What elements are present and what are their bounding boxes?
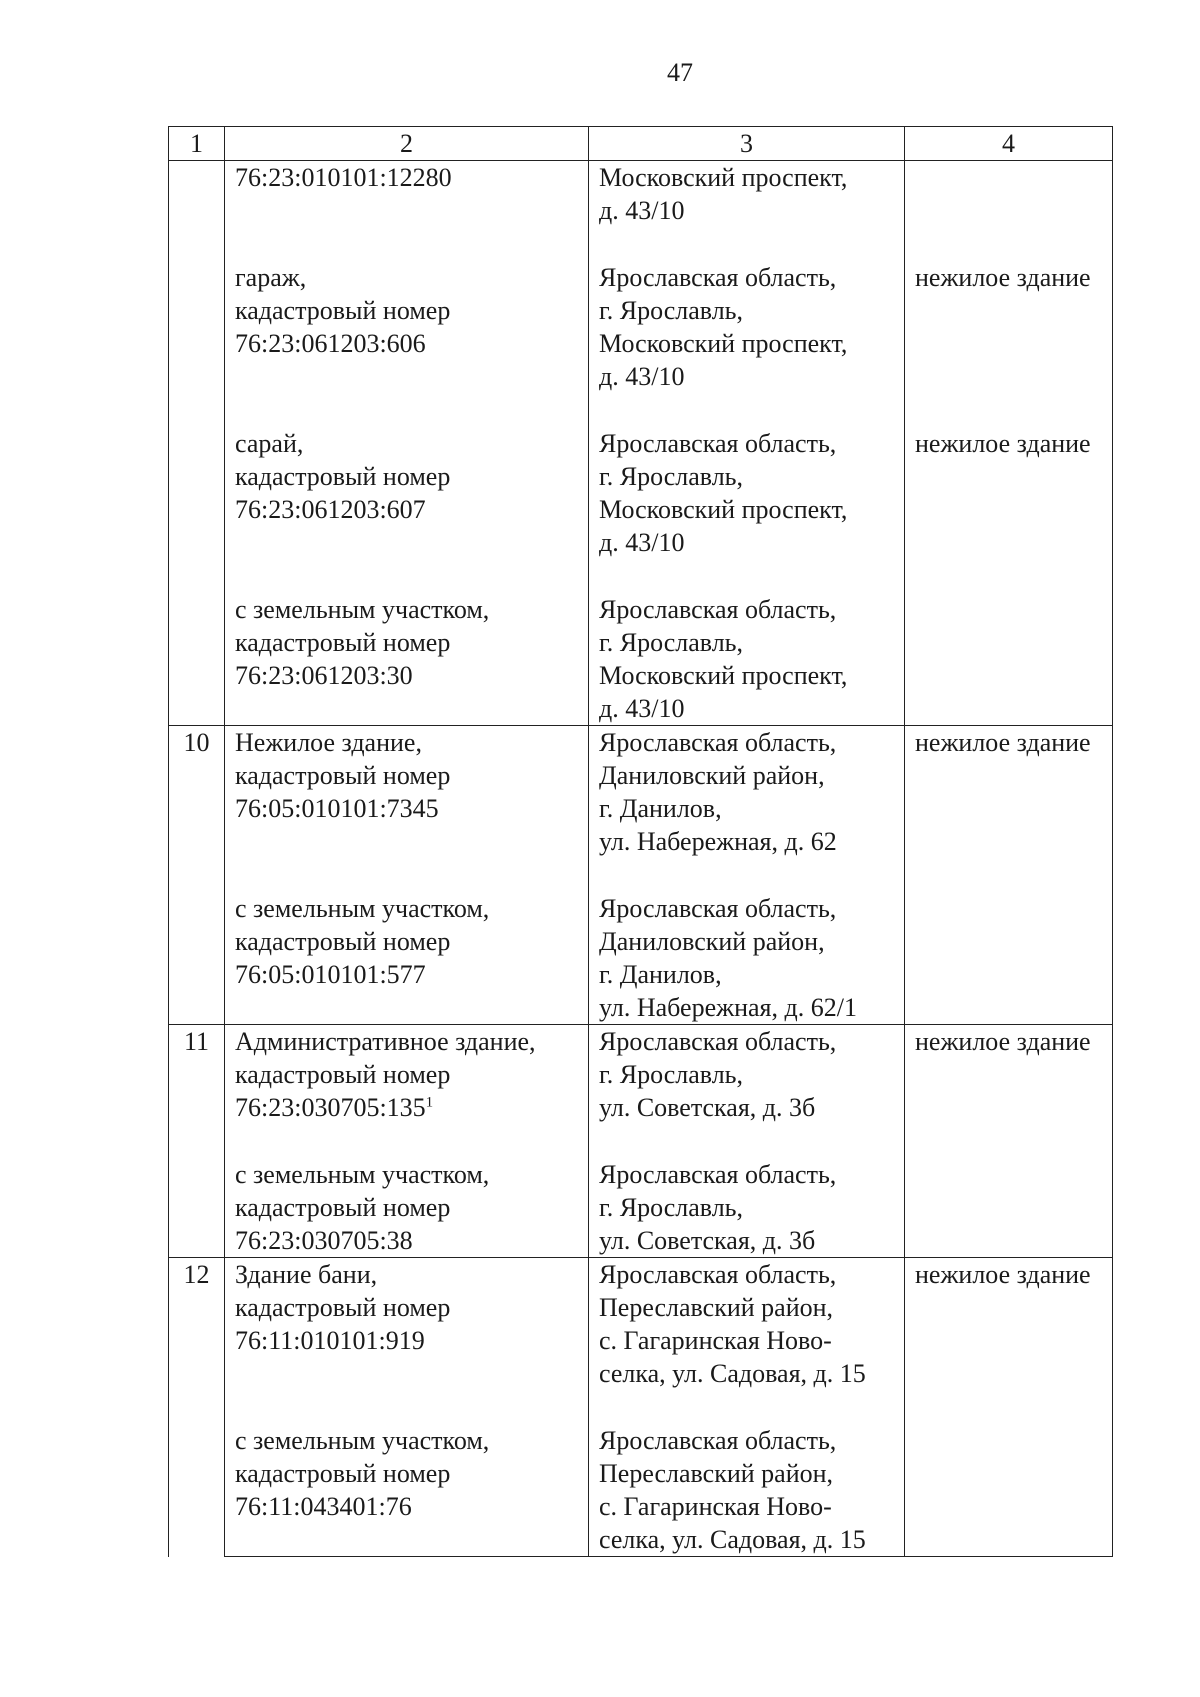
address-line: Московский проспект,: [599, 163, 848, 192]
object-type-cell: [905, 1025, 1113, 1125]
address-line: д. 43/10: [599, 196, 685, 225]
address-line: Ярославская область,: [599, 1260, 837, 1289]
address-cell: [589, 892, 905, 1025]
address-line: г. Ярославль,: [599, 296, 744, 325]
object-name-line: кадастровый номер: [235, 927, 451, 956]
object-name-line: 76:23:030705:38: [235, 1226, 413, 1255]
spacer-cell: [905, 1390, 1113, 1424]
address-cell: [589, 726, 905, 859]
object-name-line: 76:23:061203:606: [235, 329, 426, 358]
address-line: Переславский район,: [599, 1293, 834, 1322]
address-line: Московский проспект,: [599, 329, 848, 358]
object-name-line: кадастровый номер: [235, 628, 451, 657]
spacer-cell: [225, 393, 589, 427]
address-line: ул. Советская, д. 3б: [599, 1093, 816, 1122]
object-name-line: с земельным участком,: [235, 894, 490, 923]
object-type-line: нежилое здание: [915, 728, 1091, 757]
object-name-line: кадастровый номер: [235, 1293, 451, 1322]
address-line: г. Ярославль,: [599, 1060, 744, 1089]
spacer-row: [169, 1124, 1113, 1158]
address-line: с. Гагаринская Ново-: [599, 1326, 832, 1355]
table-row: [169, 1025, 1113, 1125]
table-row: [169, 1424, 1113, 1557]
object-name-line: 76:11:010101:919: [235, 1326, 425, 1355]
address-line: Ярославская область,: [599, 595, 837, 624]
address-line: ул. Набережная, д. 62/1: [599, 993, 857, 1022]
spacer-row: [169, 858, 1113, 892]
spacer-cell: [589, 1390, 905, 1424]
table-header-row: [169, 127, 1113, 161]
spacer-cell: [905, 227, 1113, 261]
table-body: [169, 161, 1113, 1557]
object-name-line: с земельным участком,: [235, 1426, 490, 1455]
table-row: [169, 1158, 1113, 1258]
object-name-line: 76:23:061203:607: [235, 495, 426, 524]
property-table: [168, 126, 1113, 1557]
object-type-cell: [905, 593, 1113, 726]
object-type-line: нежилое здание: [915, 429, 1091, 458]
object-name-cell: [225, 726, 589, 859]
address-cell: [589, 1158, 905, 1258]
address-cell: [589, 1424, 905, 1557]
spacer-row: [169, 559, 1113, 593]
object-name-line: Нежилое здание,: [235, 728, 422, 757]
object-name-cell: [225, 1158, 589, 1258]
object-name-cell: [225, 593, 589, 726]
table-row: [169, 261, 1113, 393]
address-line: ул. Набережная, д. 62: [599, 827, 837, 856]
table-row: [169, 1258, 1113, 1391]
spacer-cell: [225, 1390, 589, 1424]
object-name-cell: [225, 261, 589, 393]
object-name-line: кадастровый номер: [235, 1060, 451, 1089]
object-name-line: Административное здание,: [235, 1027, 536, 1056]
address-line: Переславский район,: [599, 1459, 834, 1488]
table-row: [169, 726, 1113, 859]
address-line: Московский проспект,: [599, 495, 848, 524]
address-cell: [589, 427, 905, 559]
entry-number: 11: [169, 1025, 225, 1258]
object-name-line: 76:05:010101:577: [235, 960, 426, 989]
spacer-cell: [905, 393, 1113, 427]
object-name-line: $76:23:030705:135^1$: [235, 1093, 434, 1122]
address-line: Ярославская область,: [599, 1027, 837, 1056]
table-row: [169, 593, 1113, 726]
address-line: с. Гагаринская Ново-: [599, 1492, 832, 1521]
address-cell: [589, 1258, 905, 1391]
object-name-line: 76:05:010101:7345: [235, 794, 439, 823]
address-line: г. Ярославль,: [599, 462, 744, 491]
address-cell: [589, 1025, 905, 1125]
address-line: Московский проспект,: [599, 661, 848, 690]
spacer-cell: [589, 559, 905, 593]
object-name-line: с земельным участком,: [235, 595, 490, 624]
address-line: д. 43/10: [599, 528, 685, 557]
address-line: г. Данилов,: [599, 794, 722, 823]
column-header-2: 2: [225, 127, 589, 161]
spacer-cell: [905, 1124, 1113, 1158]
object-type-cell: [905, 1424, 1113, 1557]
address-line: селка, ул. Садовая, д. 15: [599, 1359, 866, 1388]
object-name-cell: [225, 161, 589, 228]
address-line: Ярославская область,: [599, 263, 837, 292]
object-type-cell: [905, 726, 1113, 859]
spacer-cell: [589, 858, 905, 892]
object-name-line: Здание бани,: [235, 1260, 378, 1289]
address-line: д. 43/10: [599, 694, 685, 723]
address-line: ул. Советская, д. 3б: [599, 1226, 816, 1255]
address-cell: [589, 261, 905, 393]
address-cell: [589, 161, 905, 228]
object-type-line: нежилое здание: [915, 1027, 1091, 1056]
address-line: Ярославская область,: [599, 1426, 837, 1455]
address-line: г. Ярославль,: [599, 1193, 744, 1222]
object-type-line: нежилое здание: [915, 1260, 1091, 1289]
address-line: Ярославская область,: [599, 1160, 837, 1189]
spacer-cell: [905, 559, 1113, 593]
spacer-row: [169, 227, 1113, 261]
spacer-cell: [589, 393, 905, 427]
table-row: [169, 892, 1113, 1025]
object-type-line: нежилое здание: [915, 263, 1091, 292]
object-name-line: 76:11:043401:76: [235, 1492, 412, 1521]
object-name-line: кадастровый номер: [235, 462, 451, 491]
address-line: Ярославская область,: [599, 728, 837, 757]
spacer-cell: [225, 559, 589, 593]
entry-number: [169, 161, 225, 726]
address-line: Даниловский район,: [599, 927, 825, 956]
object-name-line: кадастровый номер: [235, 1459, 451, 1488]
object-type-cell: [905, 892, 1113, 1025]
object-name-line: гараж,: [235, 263, 307, 292]
spacer-cell: [225, 1124, 589, 1158]
address-line: д. 43/10: [599, 362, 685, 391]
column-header-4: 4: [905, 127, 1113, 161]
address-line: г. Ярославль,: [599, 628, 744, 657]
object-name-line: кадастровый номер: [235, 1193, 451, 1222]
address-line: г. Данилов,: [599, 960, 722, 989]
object-type-cell: [905, 1258, 1113, 1391]
spacer-cell: [225, 858, 589, 892]
table-row: [169, 161, 1113, 228]
object-name-line: кадастровый номер: [235, 296, 451, 325]
address-line: Даниловский район,: [599, 761, 825, 790]
address-line: селка, ул. Садовая, д. 15: [599, 1525, 866, 1554]
spacer-cell: [905, 858, 1113, 892]
spacer-cell: [225, 227, 589, 261]
spacer-cell: [589, 1124, 905, 1158]
object-name-line: с земельным участком,: [235, 1160, 490, 1189]
entry-number: 12: [169, 1258, 225, 1557]
object-name-cell: [225, 427, 589, 559]
object-name-line: 76:23:061203:30: [235, 661, 413, 690]
spacer-cell: [589, 227, 905, 261]
object-name-line: кадастровый номер: [235, 761, 451, 790]
spacer-row: [169, 393, 1113, 427]
entry-number: 10: [169, 726, 225, 1025]
column-header-1: 1: [169, 127, 225, 161]
page-number: 47: [667, 58, 693, 87]
address-line: Ярославская область,: [599, 429, 837, 458]
object-name-line: сарай,: [235, 429, 304, 458]
column-header-3: 3: [589, 127, 905, 161]
object-type-cell: [905, 1158, 1113, 1258]
object-type-cell: [905, 261, 1113, 393]
object-type-cell: [905, 427, 1113, 559]
spacer-row: [169, 1390, 1113, 1424]
object-name-cell: [225, 1258, 589, 1391]
object-name-cell: [225, 892, 589, 1025]
object-name-cell: [225, 1025, 589, 1125]
object-type-cell: [905, 161, 1113, 228]
address-cell: [589, 593, 905, 726]
table-row: [169, 427, 1113, 559]
object-name-line: 76:23:010101:12280: [235, 163, 452, 192]
object-name-cell: [225, 1424, 589, 1557]
address-line: Ярославская область,: [599, 894, 837, 923]
footnote-marker: 1: [425, 1094, 434, 1111]
